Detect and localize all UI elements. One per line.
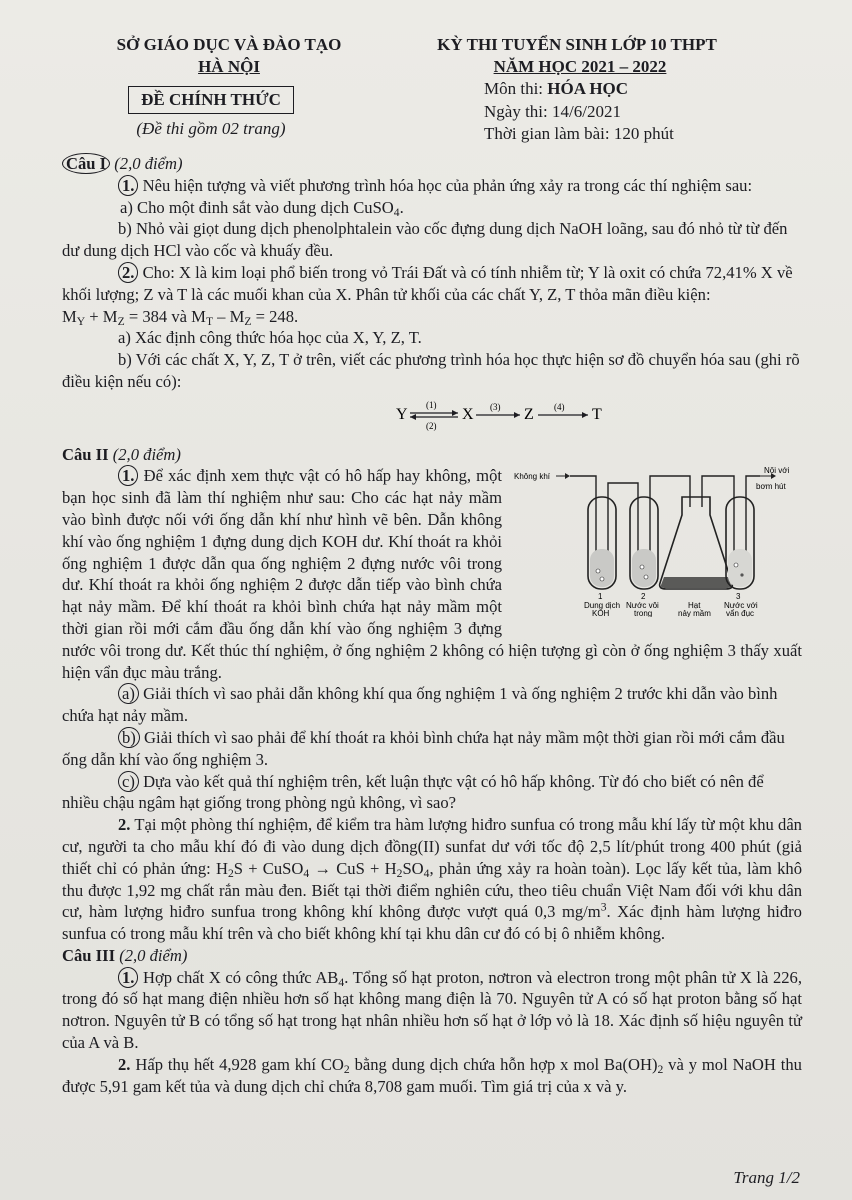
q1-p2-num: 2. xyxy=(118,262,138,283)
tube-1-label-a: Dung dịch xyxy=(584,601,621,611)
official-box: ĐỀ CHÍNH THỨC xyxy=(128,86,294,114)
q2-heading xyxy=(62,444,802,466)
q1-part2a: a) Xác định công thức hóa học của X, Y, Z, T. xyxy=(118,328,422,348)
q1-points: (2,0 điểm) xyxy=(114,154,183,173)
q1-part1b: b) Nhỏ vài giọt dung dịch phenolphtalein vào cốc đựng dung dịch NaOH loãng, sau đó nhỏ từ từ đến dư dung dịch HCl vào cốc và khuấy đều. xyxy=(62,219,788,261)
bubble xyxy=(734,563,738,567)
q2-part1-wrap xyxy=(62,465,802,683)
arrow-3-head xyxy=(514,412,520,418)
bubble xyxy=(596,569,600,573)
q3-p2-num: 2. xyxy=(118,1054,131,1074)
q2-b-text: Giải thích vì sao phải để khí thoát ra khỏi bình chứa hạt nảy mầm một thời gian rồi mới cắm đầu ống dẫn khí vào ống nghiệm 3. xyxy=(62,727,785,769)
school-year: NĂM HỌC 2021 – 2022 xyxy=(493,57,667,76)
q3-p2-text: Hấp thụ hết 4,928 gam khí $CO_2$ bằng dung dịch chứa hỗn hợp x mol $Ba(OH)_2$ và y mol NaOH thu được 5,91 gam kết tủa và dung dịch chỉ chứa 8,708 gam muối. Tìm giá trị của x và y. xyxy=(62,1054,802,1096)
q1-title: Câu I xyxy=(62,153,110,174)
q1-p2-text: Cho: X là kim loại phổ biến trong vỏ Trái Đất và có tính nhiễm từ; Y là oxit có chứa 72,41% X về khối lượng; Z và T là các muối khan của X. Phân tử khối của các chất Y, Z, T thỏa mãn điều kiện: xyxy=(62,262,793,304)
q2-p2-num: 2. xyxy=(118,815,131,835)
conversion-scheme xyxy=(222,399,802,440)
label-pump-1: Nối với xyxy=(764,467,790,476)
scheme-y: Y xyxy=(396,405,408,423)
tube-3-label-a: Nước với xyxy=(724,601,758,611)
q1-p1-num: 1. xyxy=(118,175,138,196)
tube-1-number: 1 xyxy=(598,592,603,602)
exam-name: KỲ THI TUYỂN SINH LỚP 10 THPT xyxy=(437,35,717,54)
arrow-1-head xyxy=(452,410,458,416)
scheme-step-1: (1) xyxy=(426,399,437,410)
q3-heading xyxy=(62,945,802,967)
exam-body xyxy=(62,153,802,1097)
scheme-z: Z xyxy=(524,405,534,423)
subject-line xyxy=(484,78,628,100)
q3-title: Câu III xyxy=(62,945,116,965)
arrow-4-head xyxy=(582,412,588,418)
precipitate xyxy=(740,574,743,577)
page-number: Trang 1/2 xyxy=(733,1168,800,1187)
q2-p2-text: Tại một phòng thí nghiệm, để kiểm tra hàm lượng hiđro sunfua có trong mẫu khí lấy từ một khu dân cư, người ta cho mẫu khí đó đi vào dung dịch đồng(II) sunfat dư với tốc độ 2,5 lít/phút trong 400 phút (giả thiết chỉ có phản ứng: $H_2S$ + CuSO$_4$ → CuS + $H_2SO_4$, phản ứng xảy ra hoàn toàn). Lọc lấy kết tủa, làm khô thu được 1,92 mg chất rắn màu đen. Biết tại thời điểm nghiên cứu, theo tiêu chuẩn Việt Nam đối với khu dân cư, hàm lượng hiđro sunfua trong không khí không được vượt quá 0,3 $mg/m^3$. Xác định hàm lượng hiđro sunfua có trong mẫu khí trên và cho biết không khí tại khu dân cư đó có bị ô nhiễm không. xyxy=(62,815,802,944)
q3-points: (2,0 điểm) xyxy=(119,945,188,965)
pages-note: (Đề thi gồm 02 trang) xyxy=(136,119,286,138)
exam-date: Ngày thi: 14/6/2021 xyxy=(484,102,621,121)
q1-condition: $M_Y + M_Z = 384$ và $M_T - M_Z = 248$. xyxy=(62,306,299,328)
bubble xyxy=(644,575,648,579)
tube-1-label-b: KOH xyxy=(592,609,610,618)
q2-title: Câu II xyxy=(62,444,109,464)
q2-part1a xyxy=(62,683,802,727)
tube-3-liquid xyxy=(728,549,752,587)
q1-part1a xyxy=(62,197,802,219)
subject-name: HÓA HỌC xyxy=(547,79,629,98)
tube-3-label-b: vẩn đục xyxy=(726,609,755,618)
q1-heading xyxy=(62,153,802,175)
seed-flask xyxy=(660,497,733,589)
bubble xyxy=(600,577,604,581)
scheme-step-2: (2) xyxy=(426,420,437,431)
q2-a-label: a) xyxy=(118,683,139,704)
q2-a-text: Giải thích vì sao phải dẫn không khí qua ống nghiệm 1 và ống nghiệm 2 trước khi dẫn vào bình chứa hạt nảy mầm. xyxy=(62,684,778,726)
flask-label-a: Hạt xyxy=(688,601,701,611)
q2-part2 xyxy=(62,814,802,945)
tube-2-label-b: trong xyxy=(634,609,653,618)
q2-p1-text: Để xác định xem thực vật có hô hấp hay không, một bạn học sinh đã làm thí nghiệm như sau: Cho các hạt nảy mầm vào bình được nối với ống dẫn khí như hình vẽ bên. Dẫn không khí vào ống nghiệm 1 đựng dung dịch KOH dư. Khí thoát ra khỏi ống nghiệm 1 được dẫn qua ống nghiệm 2 đựng nước vôi trong dư. Khí thoát ra khỏi ống nghiệm 2 được dẫn tiếp vào bình chứa hạt nảy mầm. Để khí thoát ra khỏi bình chứa hạt nảy mầm một thời gian rồi mới cắm đầu ống dẫn khí vào ống nghiệm 3 đựng nước vôi trong dư. Kết thúc thí nghiệm, ở ống nghiệm 2 không có hiện tượng gì còn ở ống nghiệm 3 thấy xuất hiện vẩn đục màu trắng. xyxy=(62,466,802,682)
q3-part1 xyxy=(62,967,802,1054)
scheme-step-4: (4) xyxy=(554,401,565,412)
scheme-t: T xyxy=(592,405,602,423)
arrow-2-head xyxy=(410,414,416,420)
city-name: HÀ NỘI xyxy=(198,57,260,76)
q2-points: (2,0 điểm) xyxy=(112,444,181,464)
q2-c-label: c) xyxy=(118,771,139,792)
bubble xyxy=(640,565,644,569)
scheme-x: X xyxy=(462,405,474,423)
department-name: SỞ GIÁO DỤC VÀ ĐÀO TẠO xyxy=(116,35,342,54)
q2-part1c xyxy=(62,771,802,815)
scheme-step-3: (3) xyxy=(490,401,501,412)
q2-b-label: b) xyxy=(118,727,140,748)
tube-3-number: 3 xyxy=(736,592,741,602)
q3-part2 xyxy=(62,1054,802,1098)
q1-part1 xyxy=(62,175,802,197)
q1-part2 xyxy=(62,262,802,306)
label-air-in: Không khí xyxy=(514,472,551,482)
apparatus-diagram xyxy=(512,467,802,617)
q1-p1a-end: . xyxy=(399,197,404,217)
q3-p1-num: 1. xyxy=(118,967,138,988)
flask-label-b: nảy mầm xyxy=(678,609,711,618)
tube-2-number: 2 xyxy=(641,592,646,602)
q1-p1-text: Nêu hiện tượng và viết phương trình hóa học của phản ứng xảy ra trong các thí nghiệm sau: xyxy=(142,175,753,195)
label-pump-2: bơm hút xyxy=(756,482,786,492)
exam-duration: Thời gian làm bài: 120 phút xyxy=(484,124,674,143)
q1-part2b: b) Với các chất X, Y, Z, T ở trên, viết các phương trình hóa học thực hiện sơ đồ chuyển hóa sau (ghi rõ điều kiện nếu có): xyxy=(62,350,800,391)
q2-p1-num: 1. xyxy=(118,465,138,486)
germinating-seeds xyxy=(661,577,731,588)
q1-p1a-text: a) Cho một đinh sắt vào dung dịch CuSO xyxy=(120,197,394,217)
air-in-head xyxy=(565,473,570,479)
q3-p1-text: Hợp chất X có công thức $AB_4$. Tổng số hạt proton, nơtron và electron trong một phân tử X là 226, trong đó số hạt mang điện nhiều hơn số hạt không mang điện là 70. Nguyên tử A có số hạt proton bằng số hạt nơtron. Nguyên tử B có tổng số hạt trong hạt nhân nhiều hơn số hạt ở lớp vỏ là 18. Xác định số hiệu nguyên tử của A và B. xyxy=(62,967,802,1053)
subject-label: Môn thi: xyxy=(484,79,548,98)
scheme-diagram xyxy=(392,399,632,433)
q1-p1a-sub: 4 xyxy=(393,205,400,219)
tube-2-label-a: Nước vôi xyxy=(626,601,659,611)
q2-c-text: Dựa vào kết quả thí nghiệm trên, kết luận thực vật có hô hấp không. Từ đó cho biết có nên để nhiều chậu ngâm hạt giống trong phòng ngủ không, vì sao? xyxy=(62,771,764,813)
q2-part1b xyxy=(62,727,802,771)
